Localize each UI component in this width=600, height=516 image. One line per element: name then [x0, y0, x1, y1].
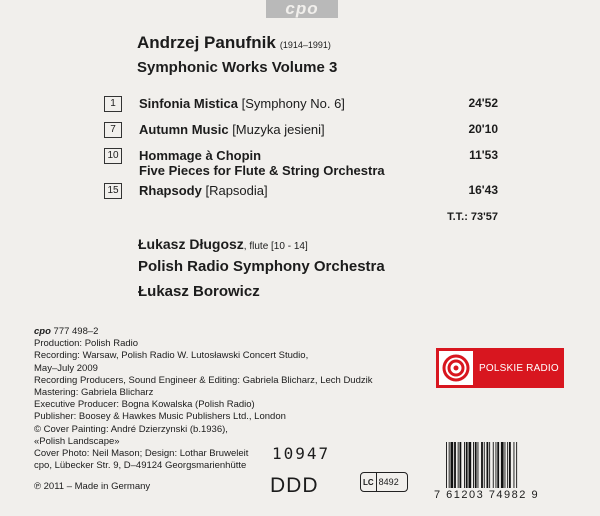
barcode-bar — [481, 442, 483, 488]
credits-block — [34, 326, 394, 472]
credit-line: May–July 2009 — [34, 362, 98, 374]
barcode-bar — [516, 442, 517, 488]
barcode-bar — [451, 442, 454, 488]
credit-line: Mastering: Gabriela Blicharz — [34, 387, 154, 399]
barcode-bar — [507, 442, 508, 488]
track-title-alt: [Symphony No. 6] — [241, 96, 345, 111]
catalog-code: 777 498–2 — [50, 326, 99, 337]
track-title — [139, 183, 268, 198]
credit-line: «Polish Landscape» — [34, 435, 120, 447]
credit-line: Publisher: Boosey & Hawkes Music Publishers Ltd., London — [34, 411, 286, 423]
track-title-alt: [Rapsodia] — [205, 183, 268, 198]
barcode-bar — [466, 442, 468, 488]
barcode-bar — [464, 442, 465, 488]
partner-logo-text: POLSKIE RADIO — [479, 362, 559, 374]
catalog-prefix: cpo — [34, 326, 51, 337]
soloist-name: Łukasz Długosz — [138, 236, 244, 252]
total-time: T.T.: 73'57 — [447, 211, 498, 223]
barcode-bar — [454, 442, 456, 488]
track-title — [139, 96, 345, 111]
track-title — [139, 122, 325, 137]
label-code — [360, 472, 408, 492]
radio-emblem-icon — [439, 351, 473, 385]
soloist — [138, 236, 308, 252]
track-duration: 24'52 — [468, 96, 498, 110]
credit-line: cpo, Lübecker Str. 9, D–49124 Georgsmarienhütte — [34, 460, 247, 472]
barcode-bar — [473, 442, 474, 488]
barcode-bar — [484, 442, 485, 488]
barcode-bar — [478, 442, 479, 488]
barcode-bar — [501, 442, 504, 488]
track-number: 10 — [104, 148, 122, 164]
copyright-line: ℗ 2011 – Made in Germany — [34, 481, 151, 492]
barcode-bar — [505, 442, 506, 488]
composer-years: (1914–1991) — [279, 40, 331, 50]
track-number: 1 — [104, 96, 122, 112]
catalog-number — [34, 326, 394, 338]
barcode-bar — [475, 442, 477, 488]
barcode-bar — [493, 442, 494, 488]
handwritten-number: 10947 — [272, 444, 331, 463]
label-code-prefix: LC — [363, 477, 374, 487]
polskie-radio-logo — [436, 348, 564, 388]
track-duration: 16'43 — [468, 183, 498, 197]
composer-label: Andrzej Panufnik — [137, 33, 276, 52]
track-number: 7 — [104, 122, 122, 138]
album-title: Symphonic Works Volume 3 — [137, 59, 338, 76]
conductor-name: Łukasz Borowicz — [138, 283, 260, 300]
track-title-main: Sinfonia Mistica — [139, 96, 238, 111]
credit-line: Production: Polish Radio — [34, 338, 139, 350]
credit-line: Cover Photo: Neil Mason; Design: Lothar Bruweleit — [34, 448, 249, 460]
track-title — [139, 148, 385, 178]
barcode — [434, 440, 574, 488]
barcode-digits: 7 61203 74982 9 — [434, 489, 540, 501]
track-title-main: Rhapsody — [139, 183, 202, 198]
orchestra-name: Polish Radio Symphony Orchestra — [138, 258, 385, 275]
barcode-bar — [514, 442, 515, 488]
soloist-role: , flute [10 - 14] — [243, 241, 308, 252]
credit-line: Recording Producers, Sound Engineer & Editing: Gabriela Blicharz, Lech Dudzik — [34, 374, 373, 386]
track-duration: 20'10 — [468, 122, 498, 136]
track-subtitle: Five Pieces for Flute & String Orchestra — [139, 163, 385, 178]
label-code-number: 8492 — [376, 473, 399, 491]
recording-format: DDD — [270, 474, 319, 497]
track-duration: 11'53 — [469, 148, 498, 162]
composer-name — [137, 33, 331, 53]
credit-line: Recording: Warsaw, Polish Radio W. Lutosławski Concert Studio, — [34, 350, 309, 362]
credit-line: Executive Producer: Bogna Kowalska (Polish Radio) — [34, 399, 255, 411]
barcode-bar — [449, 442, 450, 488]
barcode-bar — [496, 442, 497, 488]
track-number: 15 — [104, 183, 122, 199]
track-title-main: Hommage à Chopin — [139, 148, 262, 163]
barcode-bar — [497, 442, 499, 488]
barcode-bar — [469, 442, 472, 488]
credit-line: © Cover Painting: André Dzierzynski (b.1936), — [34, 423, 228, 435]
track-title-main: Autumn Music — [139, 122, 229, 137]
barcode-bar — [489, 442, 490, 488]
barcode-bar — [458, 442, 459, 488]
track-title-alt: [Muzyka jesieni] — [232, 122, 325, 137]
barcode-bar — [460, 442, 462, 488]
barcode-bar — [446, 442, 447, 488]
cpo-logo: cpo — [266, 0, 338, 18]
barcode-bar — [487, 442, 489, 488]
barcode-bar — [509, 442, 511, 488]
